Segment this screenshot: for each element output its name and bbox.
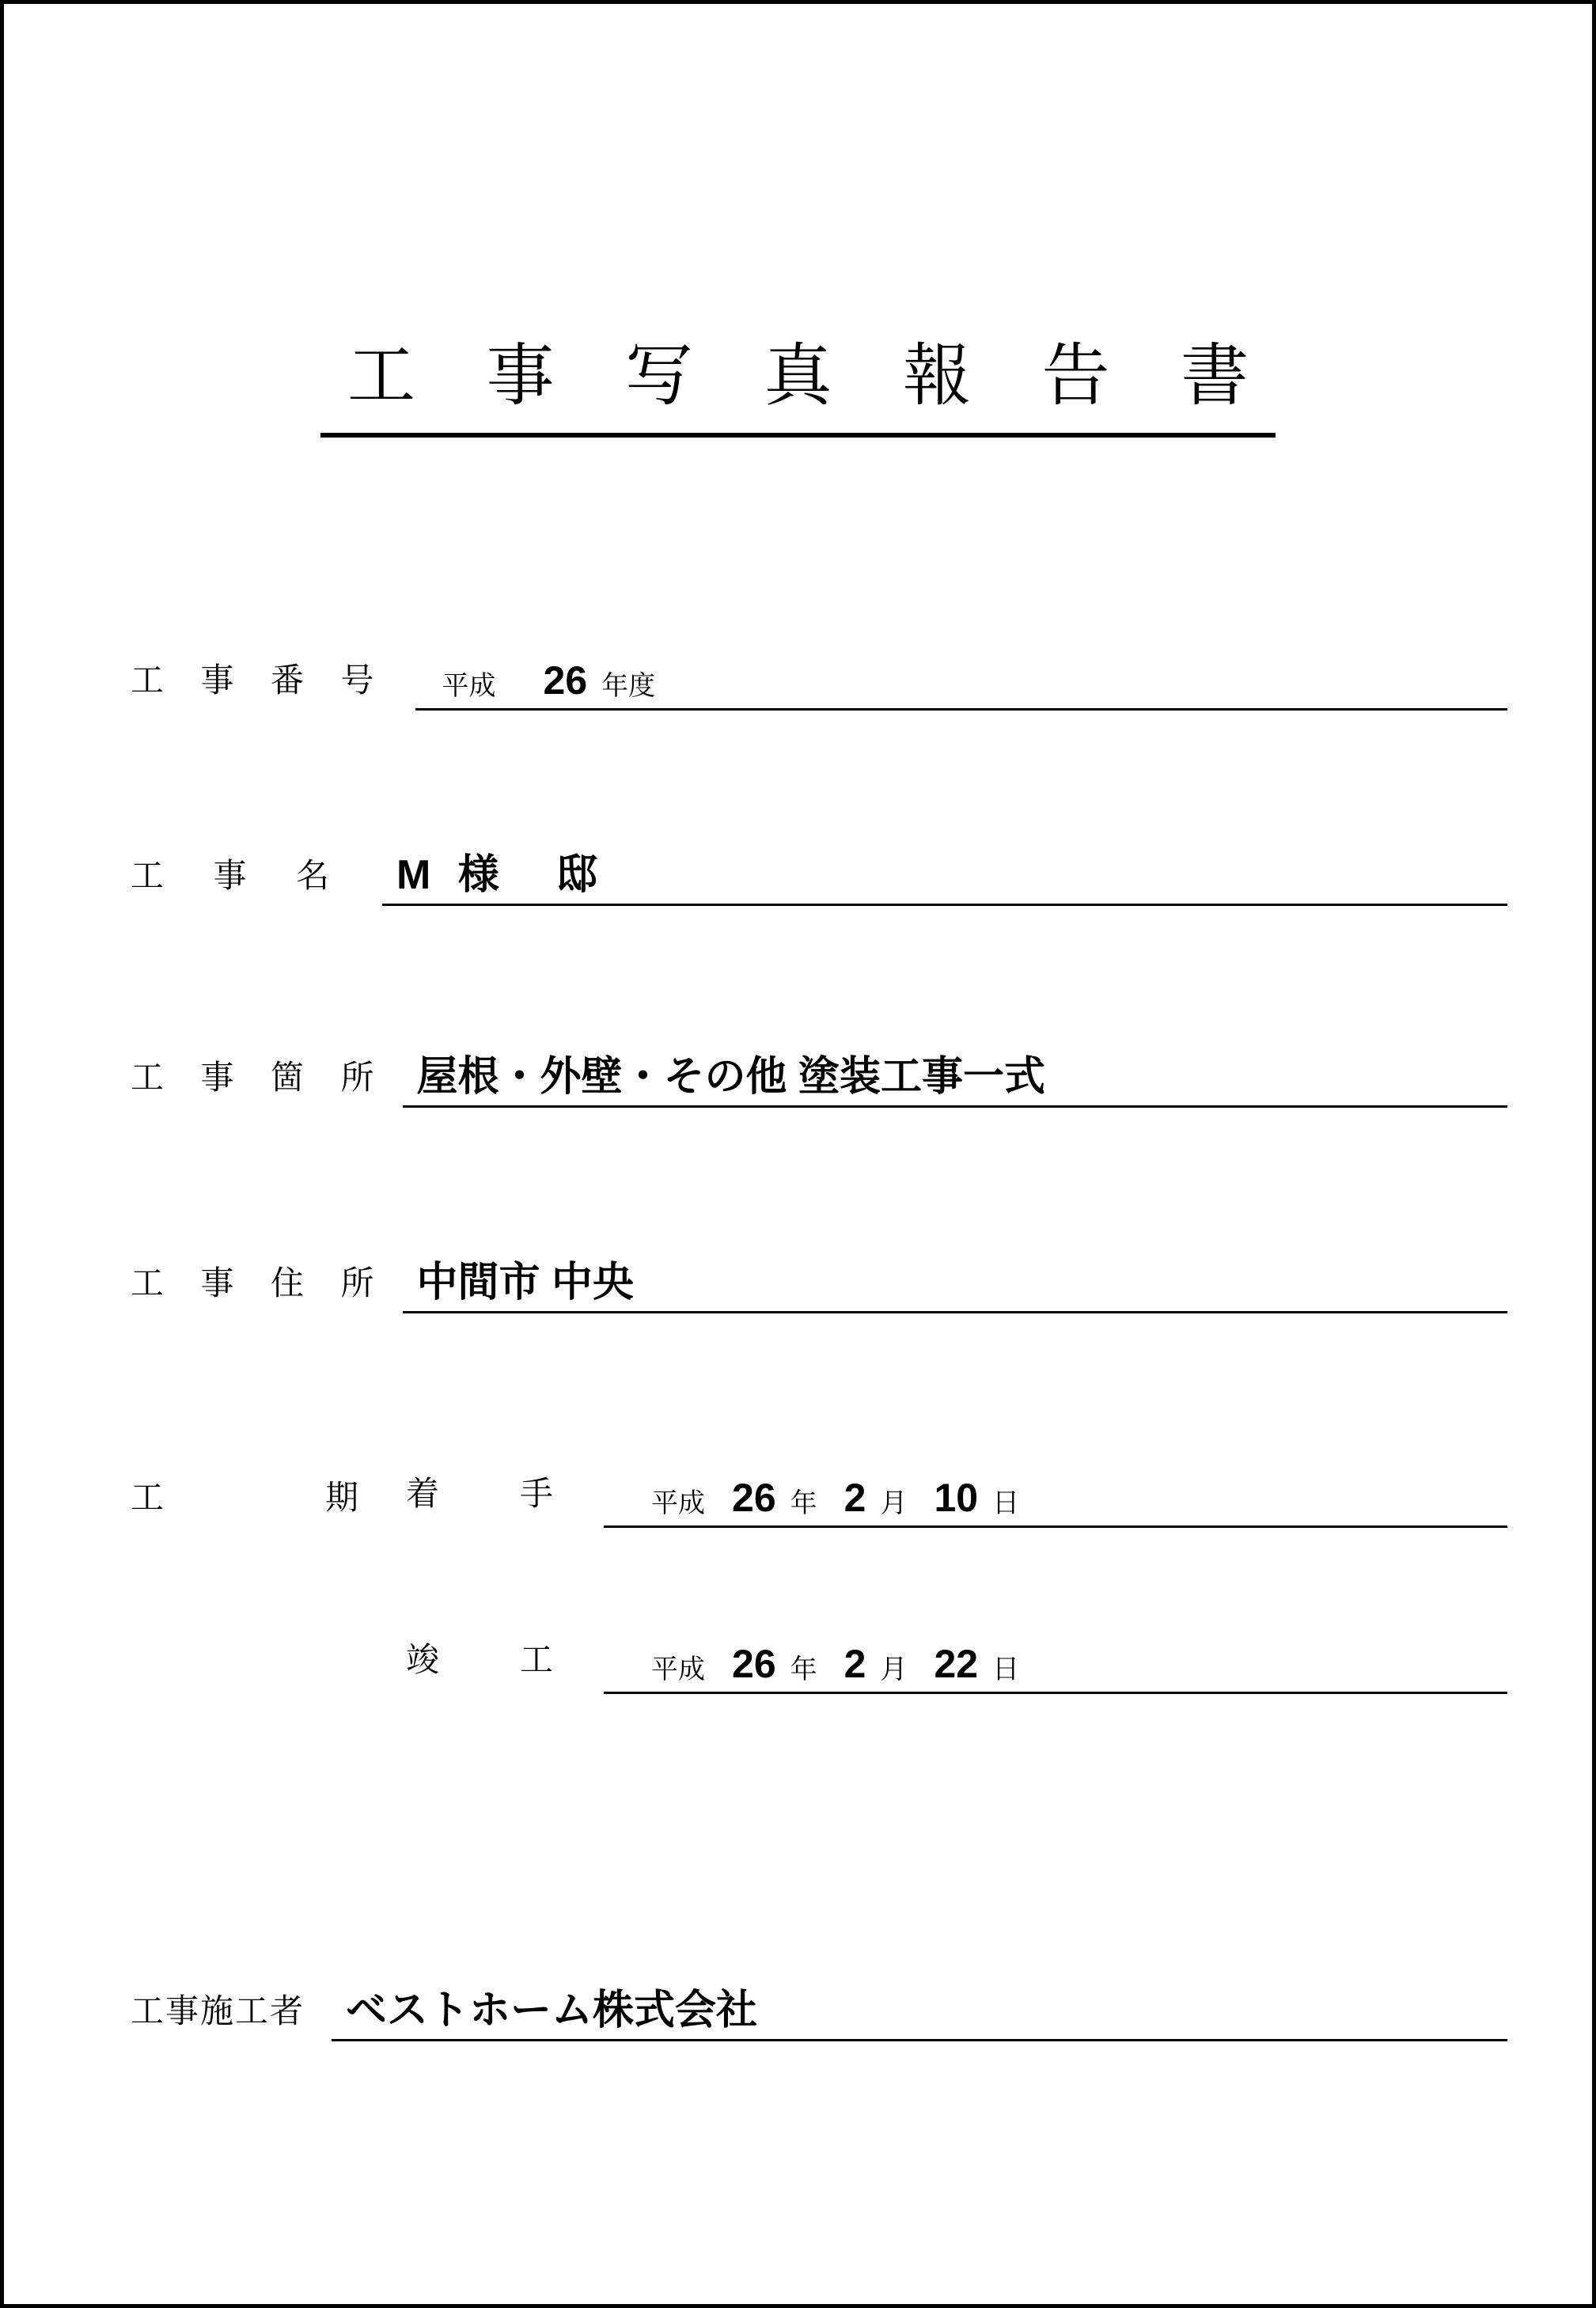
contractor-label: 工事施工者: [131, 1994, 305, 2030]
period-end-month-unit: 月: [880, 1655, 908, 1685]
period-start-sublabel: 着 手: [406, 1476, 578, 1513]
contractor-value-line: [332, 1990, 1507, 2041]
period-start-year-unit: 年: [790, 1489, 817, 1518]
period-start-year: 26: [732, 1476, 776, 1520]
title-container: [4, 320, 1592, 438]
project-number-year: 26: [543, 658, 588, 703]
project-name-label: 工 事 名: [131, 858, 351, 895]
project-number-label: 工 事 番 号: [131, 663, 389, 699]
period-end-month: 2: [843, 1642, 866, 1686]
page-title: 工 事 写 真 報 告 書: [320, 320, 1276, 438]
field-period-end: [131, 1634, 1507, 1694]
project-address-value: 中間市 中央: [416, 1260, 634, 1306]
period-end-sublabel: 竣 工: [406, 1643, 578, 1679]
field-contractor: [131, 1990, 1507, 2041]
period-end-value-line: [604, 1644, 1507, 1694]
project-number-value-line: [415, 658, 1507, 711]
project-name-value-line: [382, 852, 1507, 906]
field-project-address: [131, 1262, 1507, 1313]
period-end-era: 平成: [651, 1655, 706, 1685]
period-end-year: 26: [732, 1642, 776, 1686]
project-location-value: 屋根・外壁・その他 塗装工事一式: [416, 1054, 1045, 1100]
period-start-day: 10: [934, 1476, 979, 1520]
field-project-number: [131, 658, 1507, 711]
period-start-era: 平成: [651, 1489, 706, 1518]
project-address-value-line: [403, 1262, 1507, 1313]
period-end-day-unit: 日: [992, 1655, 1020, 1685]
project-number-year-suffix: 年度: [601, 672, 656, 701]
contractor-value: ベストホーム株式会社: [346, 1988, 758, 2033]
project-number-era: 平成: [442, 672, 496, 701]
project-name-value: M 様 邸: [396, 852, 605, 898]
field-period-start: [131, 1468, 1507, 1528]
period-end-day: 22: [934, 1642, 979, 1686]
period-label: 工 期: [131, 1480, 391, 1517]
period-start-month: 2: [843, 1476, 866, 1520]
period-start-month-unit: 月: [880, 1489, 908, 1518]
project-address-label: 工 事 住 所: [131, 1266, 389, 1302]
page-inner: [4, 4, 1592, 2304]
period-start-day-unit: 日: [992, 1489, 1020, 1518]
period-end-year-unit: 年: [790, 1655, 817, 1685]
period-start-value-line: [604, 1478, 1507, 1528]
field-project-location: [131, 1056, 1507, 1108]
project-location-value-line: [403, 1056, 1507, 1108]
project-location-label: 工 事 箇 所: [131, 1060, 389, 1097]
field-project-name: [131, 852, 1507, 906]
